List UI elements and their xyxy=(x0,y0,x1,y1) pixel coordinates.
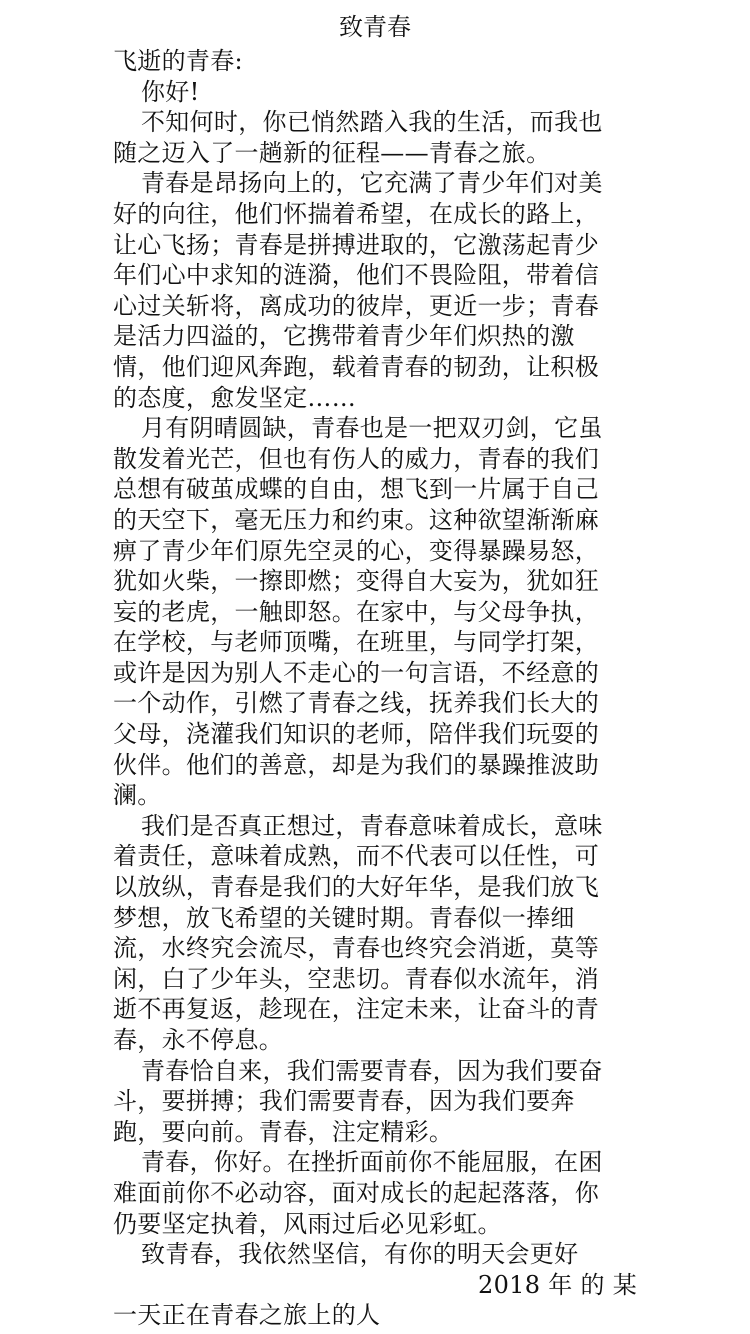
letter-body-line: 以放纵，青春是我们的大好年华，是我们放飞 xyxy=(113,873,599,902)
letter-body-line: 犹如火柴，一擦即燃；变得自大妄为，犹如狂 xyxy=(113,567,599,596)
letter-body-line: 是活力四溢的，它携带着青少年们炽热的激 xyxy=(113,322,575,351)
letter-body-line: 青春恰自来，我们需要青春，因为我们要奋 xyxy=(141,1056,603,1085)
letter-body-line: 青春是昂扬向上的，它充满了青少年们对美 xyxy=(141,169,603,198)
letter-body-line: 月有阴晴圆缺，青春也是一把双刃剑，它虽 xyxy=(141,414,603,443)
letter-body-line: 难面前你不必动容，面对成长的起起落落，你 xyxy=(113,1178,599,1207)
letter-page xyxy=(113,8,637,1331)
letter-body-line: 的天空下，毫无压力和约束。这种欲望渐渐麻 xyxy=(113,505,599,534)
letter-body-line: 春，永不停息。 xyxy=(113,1026,284,1054)
letter-body-line: 随之迈入了一趟新的征程——青春之旅。 xyxy=(113,138,551,167)
letter-body-line: 的态度，愈发坚定…… xyxy=(113,383,356,412)
letter-body-line: 流，水终究会流尽，青春也终究会消逝，莫等 xyxy=(113,934,599,963)
letter-body-line: 散发着光芒，但也有伤人的威力，青春的我们 xyxy=(113,444,599,473)
letter-body-line: 我们是否真正想过，青春意味着成长，意味 xyxy=(141,811,603,840)
letter-body-line: 好的向往，他们怀揣着希望，在成长的路上， xyxy=(113,199,599,228)
letter-body-line: 青春，你好。在挫折面前你不能屈服，在困 xyxy=(141,1148,603,1177)
letter-body-line: 父母，浇灌我们知识的老师，陪伴我们玩耍的 xyxy=(113,720,599,749)
signature-name: 一天正在青春之旅上的人 xyxy=(113,1301,381,1330)
letter-body-line: 致青春，我依然坚信，有你的明天会更好 xyxy=(141,1240,579,1269)
letter-body-line: 妄的老虎，一触即怒。在家中，与父母争执， xyxy=(113,597,599,626)
letter-body-line: 斗，要拼搏；我们需要青春，因为我们要奔 xyxy=(113,1087,575,1116)
letter-body-line: 澜。 xyxy=(113,781,162,810)
letter-body-line: 伙伴。他们的善意，却是为我们的暴躁推波助 xyxy=(113,750,599,779)
letter-body-line: 闲，白了少年头，空悲切。青春似水流年，消 xyxy=(113,964,599,993)
letter-body-line: 仍要坚定执着，风雨过后必见彩虹。 xyxy=(113,1209,502,1238)
letter-greeting: 你好! xyxy=(141,77,200,106)
letter-salutation: 飞逝的青春: xyxy=(113,47,243,75)
letter-body xyxy=(113,107,637,1270)
letter-body-line: 不知何时，你已悄然踏入我的生活，而我也 xyxy=(141,108,603,137)
letter-body-line: 跑，要向前。青春，注定精彩。 xyxy=(113,1117,454,1146)
letter-body-line: 年们心中求知的涟漪，他们不畏险阻，带着信 xyxy=(113,261,599,290)
letter-body-line: 让心飞扬；青春是拼搏进取的，它激荡起青少 xyxy=(113,230,599,259)
letter-body-line: 心过关斩将，离成功的彼岸，更近一步；青春 xyxy=(113,291,599,320)
letter-body-line: 逝不再复返，趁现在，注定未来，让奋斗的青 xyxy=(113,995,599,1024)
letter-body-line: 或许是因为别人不走心的一句言语，不经意的 xyxy=(113,658,599,687)
letter-body-line: 一个动作，引燃了青春之线，抚养我们长大的 xyxy=(113,689,599,718)
letter-body-line: 梦想，放飞希望的关键时期。青春似一捧细 xyxy=(113,903,575,932)
letter-body-line: 着责任，意味着成熟，而不代表可以任性，可 xyxy=(113,842,599,871)
letter-body-line: 总想有破茧成蝶的自由，想飞到一片属于自己 xyxy=(113,475,599,504)
letter-body-line: 痹了青少年们原先空灵的心，变得暴躁易怒， xyxy=(113,536,599,565)
letter-body-line: 在学校，与老师顶嘴，在班里，与同学打架， xyxy=(113,628,599,657)
letter-title: 致青春 xyxy=(339,13,411,41)
signature-date: 2018 年 的 某 xyxy=(478,1270,637,1299)
letter-body-line: 情，他们迎风奔跑，载着青春的韧劲，让积极 xyxy=(113,352,599,381)
